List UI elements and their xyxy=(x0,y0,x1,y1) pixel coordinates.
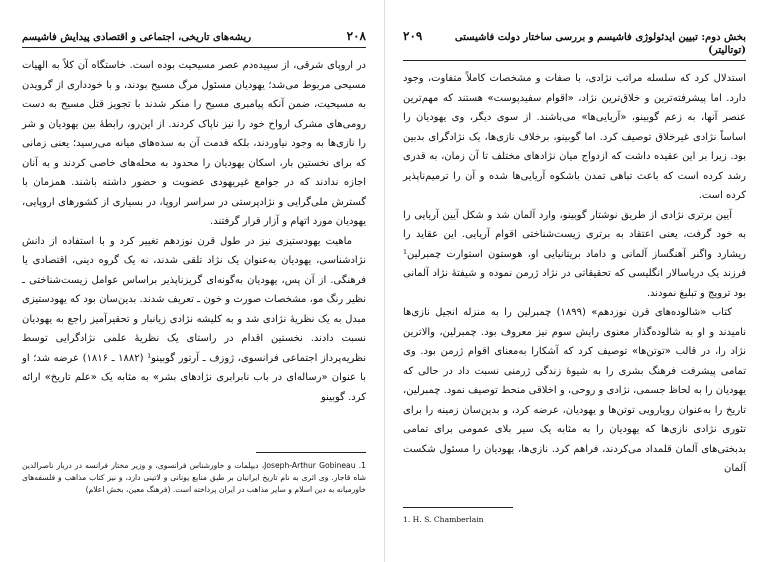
right-body-text xyxy=(403,69,746,479)
right-page-number: ۲۰۹ xyxy=(403,29,423,43)
left-footnote: 1. Joseph-Arthur Gobineau، دیپلمات و خاورشناس فرانسوی، و وزیر مختار فرانسه در دربار ناصرالدین شاه قاجار. وی اثری به نام تاریخ ایرانیان بر طبق منابع یونانی و لاتینی دارد، و نیز کتاب مذاهب و فلسفه‌های خاورمیانه به دین اسلام و سایر مذاهب در ایران پرداخته است. (فرهنگ معین، بخش اعلام) xyxy=(22,461,366,494)
left-paragraph-2: ماهیت یهودستیزی نیز در طول قرن نوزدهم تغییر کرد و با استفاده از دانش نژادشناسی، یهودیان به‌عنوان یک نژاد تلقی شدند، نه یک گروه دینی، اقتصادی یا فرهنگی. از آن پس، یهودیان به‌گونه‌ای گریزناپذیر براساس عوامل زیست‌شناختی ـ نظیر رنگ مو، مشخصات صورت و خون ـ تعریف شدند. بدین‌سان بود که یهودستیزی مبدل به یک نظریهٔ نژادی شد و به کلیشه نژادی زیانبار و تحقیرآمیز راجع به یهودیان نسبت دادند. نخستین اقدام در راستای یک نظریهٔ علمی نژادگرایی توسط نظریه‌پرداز اجتماعی فرانسوی، ژوزف ـ آرتور گوبینو¹ (۱۸۸۲ ـ ۱۸۱۶) عرضه شد؛ او با عنوان «رساله‌ای در باب نابرابری نژادهای بشر» به مثابه یک «علم تاریخ» ارائه کرد. گوبینو xyxy=(22,235,366,403)
right-footnote-rule xyxy=(403,507,513,508)
right-paragraph-1: استدلال کرد که سلسله مراتب نژادی، با صفات و مشخصات کاملاً متفاوت، وجود دارد. اما پیشرفته‌ترین و خلاق‌ترین نژاد، «اقوام سفیدپوست» هستند که مهم‌ترین عنصر آنها، به زعم گوبینو، «آریایی‌ها» می‌باشند. از سوی دیگر، وی یهودیان را اساساً نژادی غیرخلاق توصیف کرد. اما گوبینو، برخلاف نازی‌ها، یک نژادگرای بدبین بود. زیرا بر این عقیده داشت که ازدواج میان نژادهای مختلف تا آن زمان، به قدری رشد کرده است که باعث تباهی تمدن باشکوه آریایی‌ها شده و آن را ترمیم‌ناپذیر کرده است. xyxy=(403,73,746,201)
left-body-text xyxy=(22,56,366,407)
left-page-number: ۲۰۸ xyxy=(346,29,366,43)
right-header-title: بخش دوم: تبیین ایدئولوژی فاشیسم و بررسی ساختار دولت فاشیستی (توتالیتر) xyxy=(454,32,746,56)
right-footnote: 1. H. S. Chamberlain xyxy=(403,515,484,524)
right-paragraph-3: کتاب «شالوده‌های قرن نوزدهم» (۱۸۹۹) چمبرلین را به منزله انجیل نازی‌ها نامیدند و او به شالوده‌گذار معنوی رایش سوم نیز معروف بود. چمبرلین، والاترین نژاد را، در قالب «توتن‌ها» توصیف کرد که آشکارا به‌معنای اقوام ژرمن بود. وی تمامی پیشرفت فرهنگ بشری را به شیوهٔ زندگی ژرمنی نسبت داد در حالی که یهودیان را به لحاظ جسمی، نژادی و روحی، و اخلاقی منحط توصیف نمود. چمبرلین، تاریخ را به‌عنوان رویارویی توتن‌ها و یهودیان، عرضه کرد، و بدین‌سان زمینه را برای تئوری نژادی نازی‌ها که یهودیان را به مثابه یک سیر بلای عمومی برای تمامی بدبختی‌های آلمان قلمداد می‌کردند، فراهم کرد. نازی‌ها، یهودیان را مسئول شکست آلمان xyxy=(403,307,746,474)
left-running-header xyxy=(22,30,366,48)
left-footnote-rule xyxy=(256,452,366,453)
left-header-title: ریشه‌های تاریخی، اجتماعی و اقتصادی پیدایش فاشیسم xyxy=(22,32,252,43)
right-page xyxy=(384,0,768,562)
left-paragraph-1: در اروپای شرقی، از سپیده‌دم عصر مسیحیت بوده است. خاستگاه آن کلاً به الهیات مسیحی مربوط می‌شد؛ یهودیان مسئول مرگ مسیح بودند، و با خودداری از گرویدن به مسیحیت، ضمن آنکه پیامبری مسیح را منکر شدند با تجویز قتل مسیح به دست رومی‌های مشرک ارواح خود را نیز ناپاک کردند. از این‌رو، رابطهٔ بین یهودیان و شر را نازی‌ها به وجود نیاوردند، بلکه قدمت آن به سده‌های میانه می‌رسید؛ یعنی زمانی که برای نخستین بار، اسکان یهودیان را محدود به محله‌های خاصی کردند و به آنان اجازه ندادند که در جوامع غیریهودی عضویت و حضور داشته باشند. همزمان با گسترش ملی‌گرایی و نژادپرستی در سراسر اروپا، در بسیاری از کشورهای اروپایی، یهودیان مورد اتهام و آزار قرار گرفتند. xyxy=(22,60,366,227)
right-paragraph-2: آیین برتری نژادی از طریق نوشتار گوبینو، وارد آلمان شد و شکل آیین آریایی را به خود گرفت، یعنی اعتقاد به برتری زیست‌شناختی اقوام آریایی. این عقاید را ریشارد واگنر آهنگساز آلمانی و داماد بریتانیایی او، هوستون استوارت چمبرلین¹ فرزند یک دریاسالار انگلیسی که تحقیقاتی در نژاد ژرمن نموده و شیفتهٔ نژاد آلمانی بود ترویج و تبلیغ نمودند. xyxy=(403,209,746,299)
right-running-header xyxy=(403,30,746,61)
